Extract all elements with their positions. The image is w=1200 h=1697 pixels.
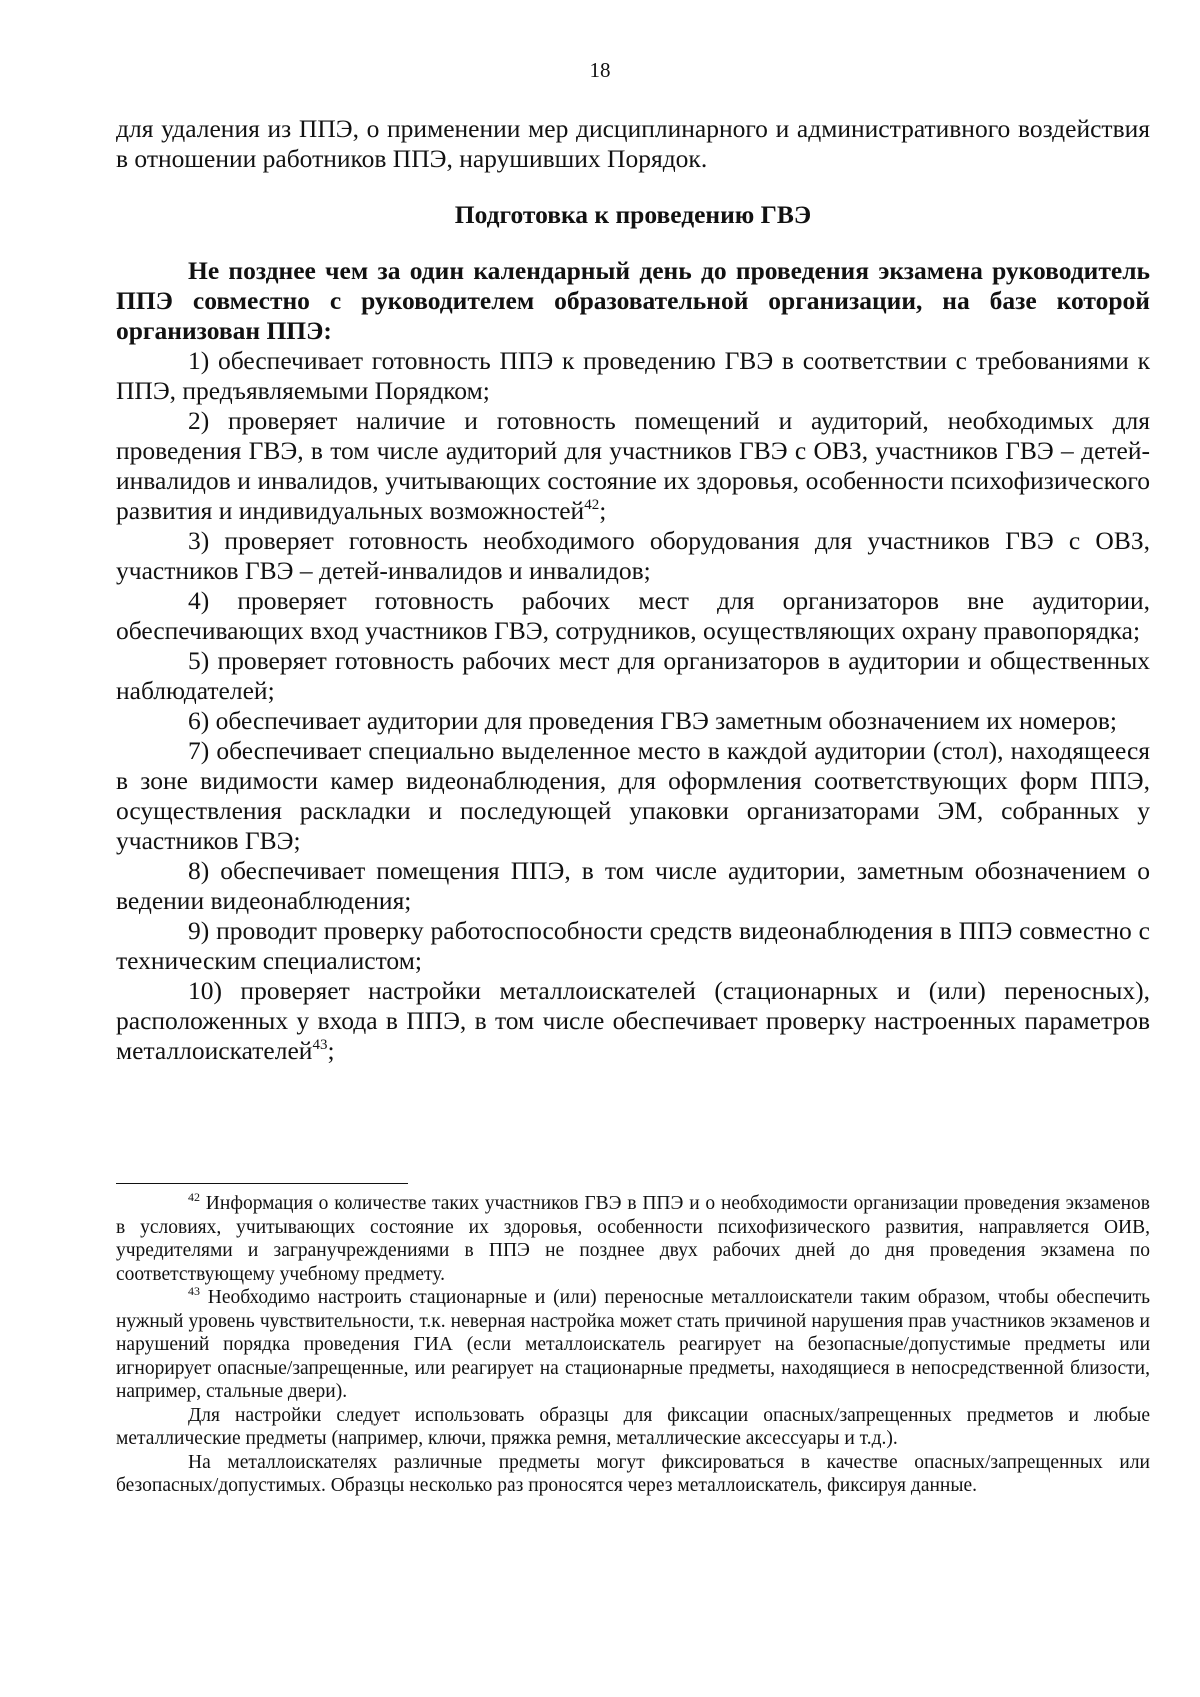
lead-paragraph: Не позднее чем за один календарный день до проведения экзамена руководитель ППЭ совместно с руководителем образовательной организации, на базе которой организован ППЭ:	[116, 256, 1150, 345]
footnote-43-continuation: Для настройки следует использовать образцы для фиксации опасных/запрещенных предметов и любые металлические предметы (например, ключи, пряжка ремня, металлические аксессуары и т.д.).	[116, 1404, 1150, 1449]
footnote-mark: 42	[188, 1190, 200, 1204]
footnote-separator	[116, 1183, 408, 1184]
list-item: 6) обеспечивает аудитории для проведения ГВЭ заметным обозначением их номеров;	[188, 706, 1117, 735]
list-item: 4) проверяет готовность рабочих мест для организаторов вне аудитории, обеспечивающих вход участников ГВЭ, сотрудников, осуществляющих охрану правопорядка;	[116, 586, 1150, 645]
list-item: 7) обеспечивает специально выделенное место в каждой аудитории (стол), находящееся в зоне видимости камер видеонаблюдения, для оформления соответствующих форм ППЭ, осуществления раскладки и последующей упаковки организаторами ЭМ, собранных у участников ГВЭ;	[116, 736, 1150, 855]
footnote-mark: 43	[188, 1284, 200, 1298]
section-heading: Подготовка к проведению ГВЭ	[454, 200, 812, 229]
list-item: 9) проводит проверку работоспособности средств видеонаблюдения в ППЭ совместно с техническим специалистом;	[116, 916, 1150, 975]
main-text	[116, 114, 1150, 1066]
list-item: 8) обеспечивает помещения ППЭ, в том числе аудитории, заметным обозначением о ведении видеонаблюдения;	[116, 856, 1150, 915]
list-item: 10) проверяет настройки металлоискателей (стационарных и (или) переносных), расположенных у входа в ППЭ, в том числе обеспечивает проверку настроенных параметров металлоискателей$^{43}$;	[116, 976, 1150, 1065]
intro-paragraph: для удаления из ППЭ, о применении мер дисциплинарного и административного воздействия в отношении работников ППЭ, нарушивших Порядок.	[116, 114, 1150, 173]
list-item: 2) проверяет наличие и готовность помещений и аудиторий, необходимых для проведения ГВЭ, в том числе аудиторий для участников ГВЭ с ОВЗ, участников ГВЭ – детей-инвалидов и инвалидов, учитывающих состояние их здоровья, особенности психофизического развития и индивидуальных возможностей$^{42}$;	[116, 406, 1150, 525]
list-item: 3) проверяет готовность необходимого оборудования для участников ГВЭ с ОВЗ, участников ГВЭ – детей-инвалидов и инвалидов;	[116, 526, 1150, 585]
page-number: 18	[589, 58, 611, 82]
footnote-42: $^{42}$ Информация о количестве таких участников ГВЭ в ППЭ и о необходимости организации проведения экзаменов в условиях, учитывающих состояние их здоровья, особенности психофизического развития, направляется ОИВ, учредителями и загранучреждениями в ППЭ не позднее двух рабочих дней до дня проведения экзамена по соответствующему учебному предмету.	[116, 1190, 1150, 1285]
footnote-43: $^{43}$ Необходимо настроить стационарные и (или) переносные металлоискатели таким образом, чтобы обеспечить нужный уровень чувствительности, т.к. неверная настройка может стать причиной нарушения прав участников экзаменов и нарушений порядка проведения ГИА (если металлоискатель реагирует на безопасные/допустимые предметы или игнорирует опасные/запрещенные, или реагирует на стационарные предметы, находящиеся в непосредственной близости, например, стальные двери).	[116, 1284, 1150, 1402]
list-item: 1) обеспечивает готовность ППЭ к проведению ГВЭ в соответствии с требованиями к ППЭ, предъявляемыми Порядком;	[116, 346, 1150, 405]
footnote-ref[interactable]: 42	[584, 497, 600, 513]
footnote-43-continuation: На металлоискателях различные предметы могут фиксироваться в качестве опасных/запрещенных или безопасных/допустимых. Образцы несколько раз проносятся через металлоискатель, фиксируя данные.	[116, 1451, 1150, 1496]
list-item: 5) проверяет готовность рабочих мест для организаторов в аудитории и общественных наблюдателей;	[116, 646, 1150, 705]
footnotes	[116, 1192, 1150, 1498]
footnote-ref[interactable]: 43	[312, 1037, 328, 1053]
